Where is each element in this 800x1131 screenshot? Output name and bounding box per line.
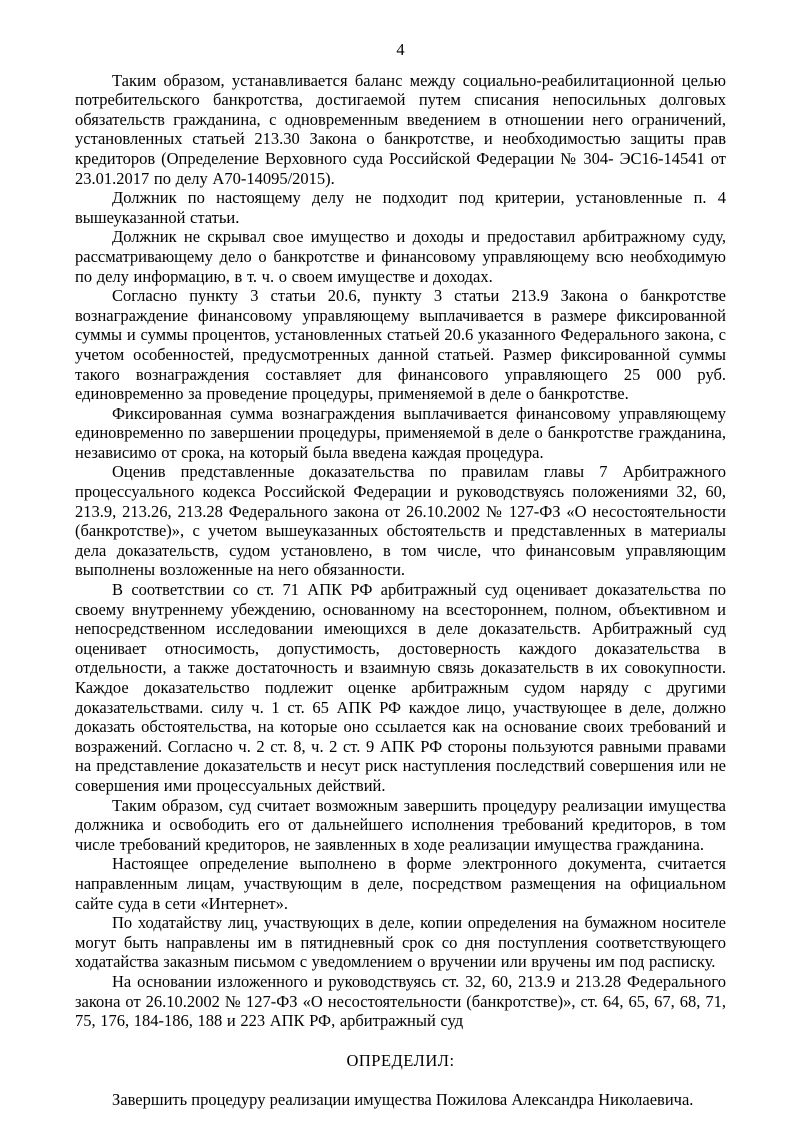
- resolution-heading: ОПРЕДЕЛИЛ:: [346, 1050, 455, 1070]
- paragraph: Согласно пункту 3 статьи 20.6, пункту 3 статьи 213.9 Закона о банкротстве вознаграждение финансовому управляющему выплачивается в размере фиксированной суммы и суммы процентов, установленных статьей 20.6 указанного Федерального закона, с учетом особенностей, предусмотренных данной статьей. Размер фиксированной суммы такого вознаграждения составляет для финансового управляющего 25 000 руб. единовременно за проведение процедуры, применяемой в деле о банкротстве.: [75, 286, 726, 404]
- paragraph: Должник по настоящему делу не подходит под критерии, установленные п. 4 вышеуказанной статьи.: [75, 188, 726, 227]
- paragraph: На основании изложенного и руководствуясь ст. 32, 60, 213.9 и 213.28 Федерального закона от 26.10.2002 № 127-ФЗ «О несостоятельности (банкротстве)», ст. 64, 65, 67, 68, 71, 75, 176, 184-186, 188 и 223 АПК РФ, арбитражный суд: [75, 971, 726, 1031]
- paragraph: Фиксированная сумма вознаграждения выплачивается финансовому управляющему единовременно по завершении процедуры, применяемой в деле о банкротстве гражданина, независимо от срока, на который была введена каждая процедура.: [75, 403, 726, 462]
- paragraph: Таким образом, устанавливается баланс между социально-реабилитационной целью потребительского банкротства, достигаемой путем списания непосильных долговых обязательств гражданина, с одновременным введением в отношении него ограничений, установленных статьей 213.30 Закона о банкротстве, и необходимостью защиты прав кредиторов (Определение Верховного суда Российской Федерации № 304- ЭС16-14541 от 23.01.2017 по делу А70-14095/2015).: [75, 70, 726, 188]
- paragraph: Таким образом, суд считает возможным завершить процедуру реализации имущества должника и освободить его от дальнейшего исполнения требований кредиторов, в том числе требований кредиторов, не заявленных в ходе реализации имущества гражданина.: [75, 795, 726, 854]
- document-body: [75, 71, 726, 1031]
- resolution-text: Завершить процедуру реализации имущества Пожилова Александра Николаевича.: [112, 1090, 694, 1110]
- paragraph: Должник не скрывал свое имущество и доходы и предоставил арбитражному суду, рассматривающему дело о банкротстве и финансовому управляющему всю необходимую по делу информацию, в т. ч. о своем имуществе и доходах.: [75, 227, 726, 286]
- paragraph: Настоящее определение выполнено в форме электронного документа, считается направленным лицам, участвующим в деле, посредством размещения на официальном сайте суда в сети «Интернет».: [75, 854, 726, 913]
- paragraph: Оценив представленные доказательства по правилам главы 7 Арбитражного процессуального кодекса Российской Федерации и руководствуясь положениями 32, 60, 213.9, 213.26, 213.28 Федерального закона от 26.10.2002 № 127-ФЗ «О несостоятельности (банкротстве)», с учетом вышеуказанных обстоятельств и представленных в материалы дела доказательств, судом установлено, в том числе, что финансовым управляющим выполнены возложенные на него обязанности.: [75, 462, 726, 580]
- page-number: 4: [396, 40, 405, 59]
- paragraph: По ходатайству лиц, участвующих в деле, копии определения на бумажном носителе могут быть направлены им в пятидневный срок со дня поступления соответствующего ходатайства заказным письмом с уведомлением о вручении или вручены им под расписку.: [75, 913, 726, 972]
- paragraph: В соответствии со ст. 71 АПК РФ арбитражный суд оценивает доказательства по своему внутреннему убеждению, основанному на всестороннем, полном, объективном и непосредственном исследовании имеющихся в деле доказательств. Арбитражный суд оценивает относимость, допустимость, достоверность каждого доказательства в отдельности, а также достаточность и взаимную связь доказательств в их совокупности. Каждое доказательство подлежит оценке арбитражным судом наряду с другими доказательствами. силу ч. 1 ст. 65 АПК РФ каждое лицо, участвующее в деле, должно доказать обстоятельства, на которые оно ссылается как на основание своих требований и возражений. Согласно ч. 2 ст. 8, ч. 2 ст. 9 АПК РФ стороны пользуются равными правами на представление доказательств и несут риск наступления последствий совершения или не совершения ими процессуальных действий.: [75, 580, 726, 795]
